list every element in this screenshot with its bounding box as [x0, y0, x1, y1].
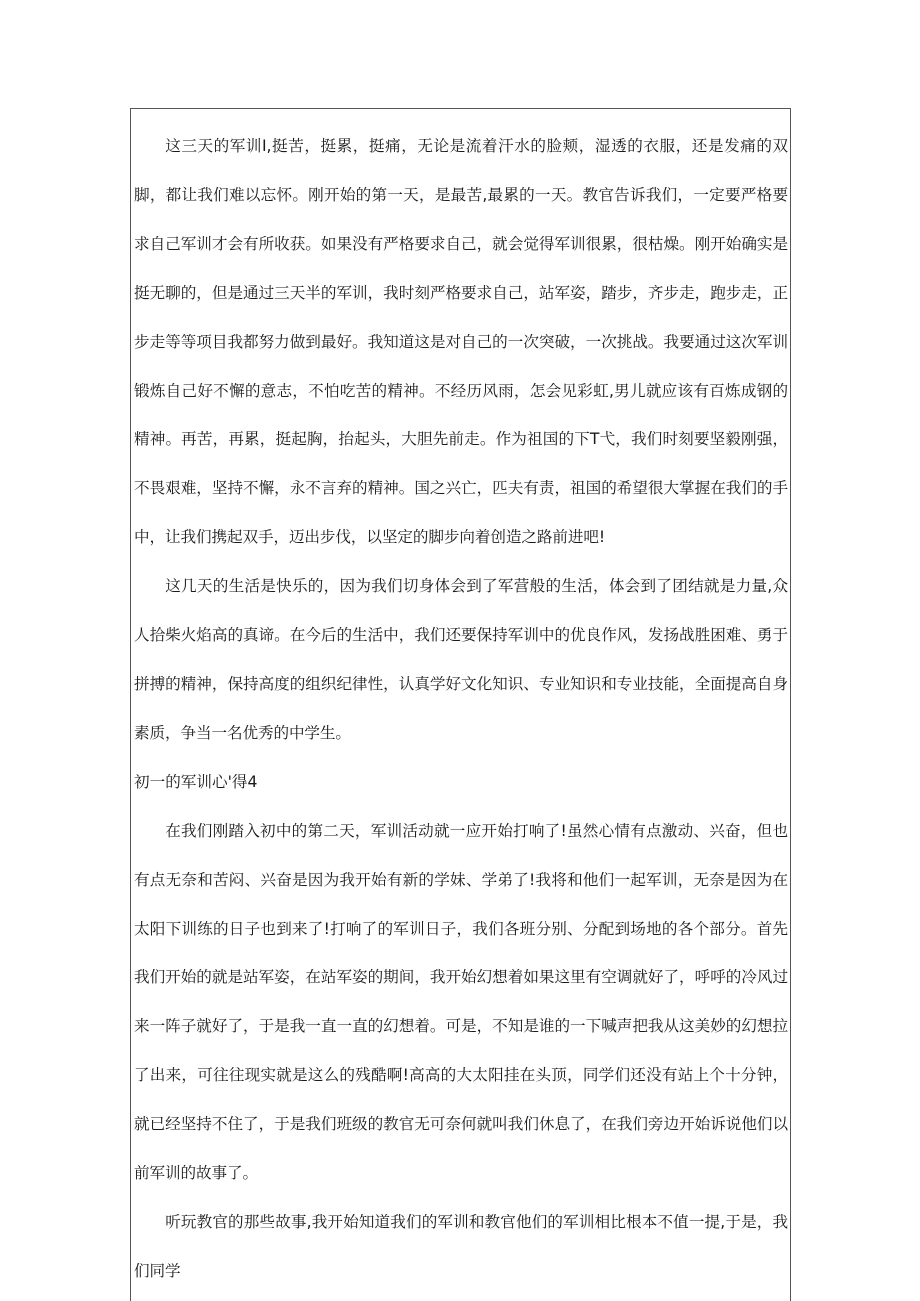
paragraph-2: 这几天的生活是快乐的，因为我们切身体会到了军营般的生活，体会到了团结就是力量,众人拾柴火焰高的真谛。在今后的生活中，我们还要保持军训中的优良作风，发扬战胜困难、勇于拼搏的精神，保持高度的组织纪律性，认真学好文化知识、专业知识和专业技能，全面提高自身素质，争当一名优秀的中学生。: [134, 577, 788, 742]
paragraph-3: 在我们刚踏入初中的第二天，军训活动就一应开始打响了!虽然心情有点激动、兴奋，但也有点无奈和苦闷、兴奋是因为我开始有新的学妹、学弟了!我将和他们一起军训，无奈是因为在太阳下训练的日子也到来了!打响了的军训日子，我们各班分别、分配到场地的各个部分。首先我们开始的就是站军姿，在站军姿的期间，我开始幻想着如果这里有空调就好了，呼呼的冷风过来一阵子就好了，于是我一直一直的幻想着。可是，不知是谁的一下喊声把我从这美妙的幻想拉了出来，可往往现实就是这么的残酷啊!高高的大太阳挂在头顶，同学们还没有站上个十分钟，就已经坚持不住了，于是我们班级的教官无可奈何就叫我们休息了，在我们旁边开始诉说他们以前军训的故事了。: [134, 821, 788, 1183]
paragraph-4: 听玩教官的那些故事,我开始知道我们的军训和教官他们的军训相比根本不值一提,于是，我们同学: [134, 1212, 788, 1280]
section-heading: 初一的军训心'得4: [134, 772, 258, 791]
paragraph-1: 这三天的军训I,挺苦，挺累，挺痛，无论是流着汗水的脸颊，湿透的衣服，还是发痛的双脚，都让我们难以忘怀。刚开始的第一天，是最苦,最累的一天。教官告诉我们，一定要严格要求自己军训才会有所收获。如果没有严格要求自己，就会觉得军训很累，很枯燥。刚开始确实是挺无聊的，但是通过三天半的军训，我时刻严格要求自己，站军姿，踏步，齐步走，跑步走，正步走等等项目我都努力做到最好。我知道这是对自己的一次突破，一次挑战。我要通过这次军训锻炼自己好不懈的意志，不怕吃苦的精神。不经历风雨，怎会见彩虹,男儿就应该有百炼成钢的精神。再苦，再累，挺起胸，抬起头，大胆先前走。作为祖国的下T弋，我们时刻要坚毅刚强，不畏艰难，坚持不懈，永不言弃的精神。国之兴亡，匹夫有责，祖国的希望很大掌握在我们的手中，让我们携起双手，迈出步伐，以坚定的脚步向着创造之路前进吧!: [134, 137, 788, 547]
document-body: [134, 122, 788, 1280]
